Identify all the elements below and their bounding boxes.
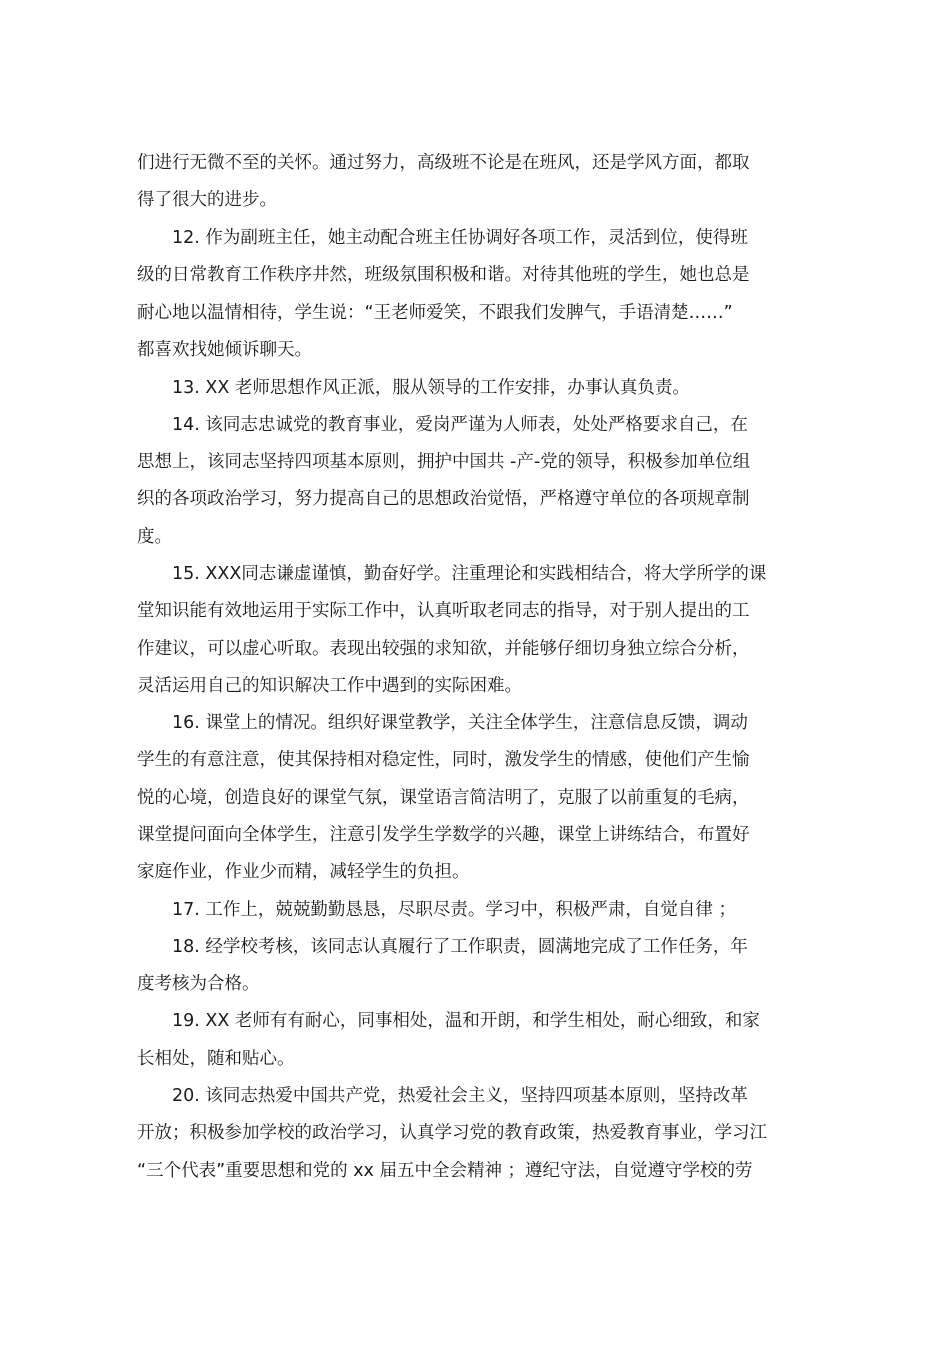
text-line: 度考核为合格。 xyxy=(137,974,260,994)
text-line: 16. 课堂上的情况。组织好课堂教学，关注全体学生，注意信息反馈，调动 xyxy=(172,713,748,733)
text-line: 堂知识能有效地运用于实际工作中，认真听取老同志的指导，对于别人提出的工 xyxy=(137,601,750,621)
text-line: 17. 工作上，兢兢勤勤恳恳，尽职尽责。学习中，积极严肃，自觉自律 ； xyxy=(172,900,736,920)
text-line: 级的日常教育工作秩序井然，班级氛围积极和谐。对待其他班的学生，她也总是 xyxy=(137,265,750,285)
text-line: 织的各项政治学习，努力提高自己的思想政治觉悟，严格遵守单位的各项规章制 xyxy=(137,489,750,509)
text-line: 19. XX 老师有有耐心，同事相处，温和开朗，和学生相处，耐心细致，和家 xyxy=(172,1011,760,1031)
text-line: 开放；积极参加学校的政治学习，认真学习党的教育政策，热爱教育事业，学习江 xyxy=(137,1123,767,1143)
text-line: 课堂提问面向全体学生，注意引发学生学数学的兴趣，课堂上讲练结合，布置好 xyxy=(137,825,750,845)
text-line: 耐心地以温情相待，学生说：“王老师爱笑，不跟我们发脾气，手语清楚……” xyxy=(137,303,733,323)
text-line: 悦的心境，创造良好的课堂气氛，课堂语言简洁明了，克服了以前重复的毛病， xyxy=(137,788,750,808)
text-line: 13. XX 老师思想作风正派，服从领导的工作安排，办事认真负责。 xyxy=(172,378,690,398)
text-line: 家庭作业，作业少而精，减轻学生的负担。 xyxy=(137,862,470,882)
text-line: 18. 经学校考核，该同志认真履行了工作职责，圆满地完成了工作任务，年 xyxy=(172,937,748,957)
text-line: 度。 xyxy=(137,527,172,547)
text-line: 思想上，该同志坚持四项基本原则，拥护中国共 -产-党的领导，积极参加单位组 xyxy=(137,452,751,472)
text-line: 12. 作为副班主任，她主动配合班主任协调好各项工作，灵活到位，使得班 xyxy=(172,228,748,248)
text-line: 们进行无微不至的关怀。通过努力，高级班不论是在班风，还是学风方面，都取 xyxy=(137,153,750,173)
text-line: 得了很大的进步。 xyxy=(137,190,277,210)
text-line: 都喜欢找她倾诉聊天。 xyxy=(137,340,312,360)
text-line: 20. 该同志热爱中国共产党，热爱社会主义，坚持四项基本原则，坚持改革 xyxy=(172,1086,748,1106)
text-line: 长相处，随和贴心。 xyxy=(137,1049,295,1069)
text-line: 14. 该同志忠诚党的教育事业，爱岗严谨为人师表，处处严格要求自己，在 xyxy=(172,415,748,435)
text-line: 15. XXX同志谦虚谨慎，勤奋好学。注重理论和实践相结合，将大学所学的课 xyxy=(172,564,767,584)
text-line: 灵活运用自己的知识解决工作中遇到的实际困难。 xyxy=(137,676,522,696)
text-line: 作建议，可以虚心听取。表现出较强的求知欲，并能够仔细切身独立综合分析， xyxy=(137,639,750,659)
text-line: “三个代表”重要思想和党的 xx 届五中全会精神 ；遵纪守法，自觉遵守学校的劳 xyxy=(137,1161,753,1181)
text-line: 学生的有意注意，使其保持相对稳定性，同时，激发学生的情感，使他们产生愉 xyxy=(137,750,750,770)
